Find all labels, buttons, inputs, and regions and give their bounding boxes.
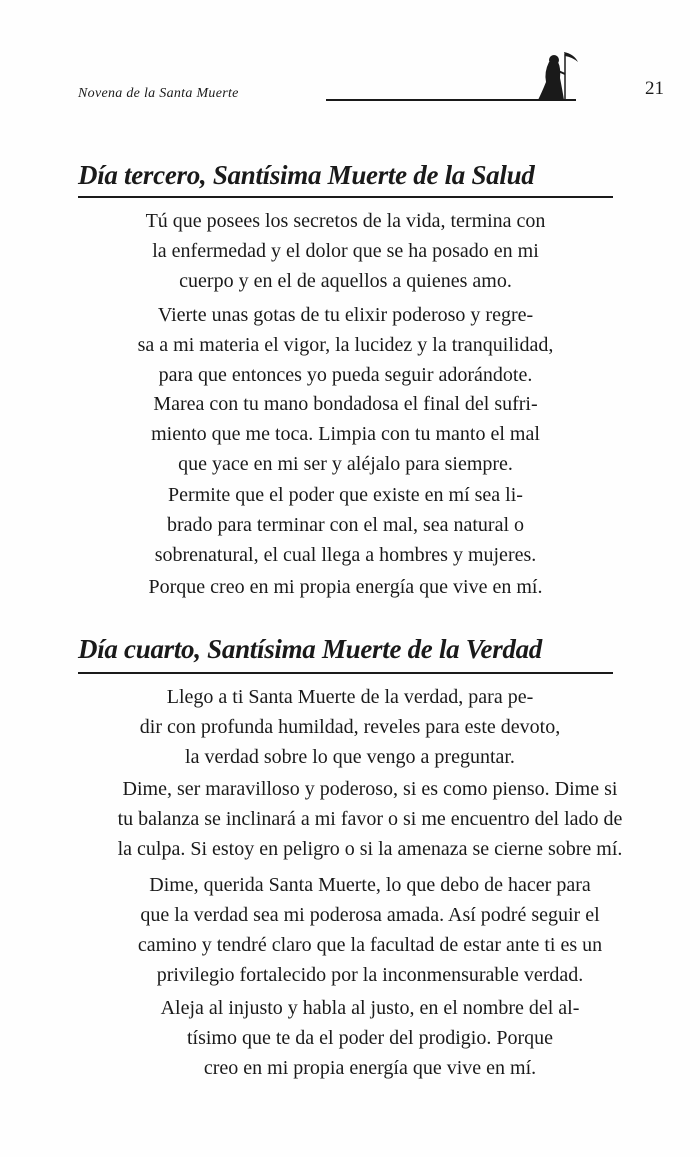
section-rule — [78, 196, 613, 198]
paragraph — [78, 480, 613, 570]
section-title-dia-cuarto: Día cuarto, Santísima Muerte de la Verdad — [78, 634, 542, 664]
text-line: privilegio fortalecido por la inconmensurable verdad. — [156, 964, 584, 986]
text-line: que yace en mi ser y aléjalo para siempre. — [178, 453, 513, 475]
text-line: la verdad sobre lo que vengo a preguntar. — [185, 746, 515, 768]
text-line: la culpa. Si estoy en peligro o si la amenaza se cierne sobre mí. — [117, 838, 623, 860]
text-line: Aleja al injusto y habla al justo, en el nombre del al- — [160, 997, 580, 1019]
paragraph — [78, 206, 613, 296]
text-line: Marea con tu mano bondadosa el final del sufri- — [153, 393, 538, 415]
text-line: miento que me toca. Limpia con tu manto el mal — [151, 423, 540, 445]
text-line: dir con profunda humildad, reveles para este devoto, — [139, 716, 561, 738]
text-line: sa a mi materia el vigor, la lucidez y la tranquilidad, — [137, 334, 554, 356]
section-title-dia-tercero: Día tercero, Santísima Muerte de la Salud — [78, 160, 535, 190]
text-line: Dime, ser maravilloso y poderoso, si es como pienso. Dime si — [122, 778, 618, 800]
page-number: 21 — [645, 78, 664, 99]
text-line: creo en mi propia energía que vive en mí. — [203, 1057, 537, 1079]
text-line: camino y tendré claro que la facultad de estar ante ti es un — [137, 934, 603, 956]
text-line: Permite que el poder que existe en mí sea li- — [168, 484, 523, 506]
text-line: Llego a ti Santa Muerte de la verdad, para pe- — [166, 686, 534, 708]
paragraph — [70, 993, 670, 1083]
text-line: la enfermedad y el dolor que se ha posado en mi — [152, 240, 539, 262]
text-line: cuerpo y en el de aquellos a quienes amo. — [179, 270, 512, 292]
text-line: Tú que posees los secretos de la vida, termina con — [145, 210, 546, 232]
text-line: Dime, querida Santa Muerte, lo que debo de hacer para — [149, 874, 591, 896]
running-title: Novena de la Santa Muerte — [78, 86, 239, 101]
text-line: brado para terminar con el mal, sea natural o — [166, 514, 525, 536]
paragraph — [78, 389, 613, 479]
text-line: sobrenatural, el cual llega a hombres y mujeres. — [154, 544, 537, 566]
paragraph — [70, 870, 670, 990]
paragraph — [78, 300, 613, 390]
text-line: Porque creo en mi propia energía que vive en mí. — [148, 576, 543, 598]
text-line: para que entonces yo pueda seguir adorándote. — [158, 364, 533, 386]
text-line: tu balanza se inclinará a mi favor o si me encuentro del lado de — [117, 808, 623, 830]
grim-reaper-icon — [534, 48, 580, 102]
paragraph — [70, 682, 630, 772]
text-line: que la verdad sea mi poderosa amada. Así podré seguir el — [140, 904, 600, 926]
paragraph — [78, 572, 613, 602]
section-rule — [78, 672, 613, 674]
paragraph — [70, 774, 670, 864]
text-line: Vierte unas gotas de tu elixir poderoso y regre- — [157, 304, 534, 326]
text-line: tísimo que te da el poder del prodigio. Porque — [186, 1027, 554, 1049]
